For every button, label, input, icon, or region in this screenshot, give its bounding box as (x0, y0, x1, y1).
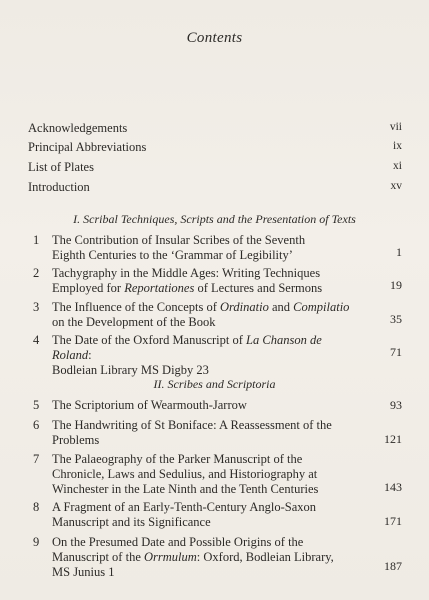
toc-front-item (28, 180, 402, 198)
toc-entry (28, 535, 402, 585)
toc-entry (28, 398, 402, 416)
toc-label: Acknowledgements (28, 121, 128, 135)
chapter-number: 6 (33, 418, 40, 432)
section-heading: I. Scribal Techniques, Scripts and the Presentation of Texts (73, 212, 356, 226)
chapter-title (52, 333, 350, 378)
title-text: and (268, 300, 294, 314)
title-text: The Influence of the Concepts of (52, 300, 220, 314)
chapter-title-line (52, 333, 350, 363)
toc-label: Introduction (28, 180, 90, 194)
chapter-page: 19 (390, 278, 402, 292)
chapter-number: 7 (33, 452, 40, 466)
chapter-page: 171 (384, 514, 402, 528)
toc-front-item (28, 140, 402, 158)
chapter-title-line (52, 281, 350, 296)
chapter-number: 4 (33, 333, 40, 347)
chapter-page: 71 (390, 345, 402, 359)
chapter-page: 35 (390, 312, 402, 326)
title-text: The Date of the Oxford Manuscript of (52, 333, 247, 347)
chapter-number: 2 (33, 266, 40, 280)
chapter-number: 9 (33, 535, 40, 549)
title-italic: Ordinatio (220, 300, 269, 314)
chapter-title-line: Bodleian Library MS Digby 23 (52, 363, 209, 377)
chapter-title (52, 398, 350, 413)
chapter-title (52, 300, 350, 330)
chapter-number: 3 (33, 300, 40, 314)
chapter-title-line (52, 300, 350, 315)
title-italic: Orrmulum (144, 550, 197, 564)
chapter-page: 121 (384, 432, 402, 446)
toc-entry (28, 233, 402, 269)
title-text: : (88, 348, 92, 362)
chapter-title-line: The Contribution of Insular Scribes of the Seventh (52, 233, 306, 247)
title-italic: La Chanson de Roland (52, 333, 322, 362)
toc-entry (28, 452, 402, 500)
chapter-title-line (52, 550, 350, 565)
toc-front-item (28, 160, 402, 178)
chapter-title (52, 266, 350, 296)
toc-entry (28, 500, 402, 536)
chapter-title (52, 452, 350, 497)
toc-entry (28, 266, 402, 302)
chapter-title-line: Eighth Centuries to the ‘Grammar of Legibility’ (52, 248, 293, 262)
chapter-number: 5 (33, 398, 40, 412)
chapter-title-line: Tachygraphy in the Middle Ages: Writing Techniques (52, 266, 321, 280)
chapter-page: 93 (390, 398, 402, 412)
chapter-number: 1 (33, 233, 40, 247)
section-heading: II. Scribes and Scriptoria (153, 377, 276, 391)
toc-page: xi (393, 160, 402, 172)
chapter-title-line: MS Junius 1 (52, 565, 115, 579)
chapter-title-line: A Fragment of an Early-Tenth-Century Anglo-Saxon (52, 500, 317, 514)
toc-page: ix (393, 140, 402, 152)
chapter-number: 8 (33, 500, 40, 514)
chapter-page: 143 (384, 480, 402, 494)
title-text: Manuscript of the (52, 550, 144, 564)
chapter-title (52, 418, 350, 448)
chapter-title-line: Winchester in the Late Ninth and the Tenth Centuries (52, 482, 319, 496)
page-title: Contents (186, 30, 243, 46)
toc-entry (28, 300, 402, 336)
toc-entry (28, 418, 402, 454)
toc-entry (28, 333, 402, 377)
chapter-title-line: On the Presumed Date and Possible Origins of the (52, 535, 304, 549)
chapter-title-line: Manuscript and its Significance (52, 515, 211, 529)
toc-page: xv (390, 180, 402, 192)
chapter-title-line: The Palaeography of the Parker Manuscript of the (52, 452, 303, 466)
title-text: : Oxford, Bodleian Library, (196, 550, 334, 564)
toc-front-item (28, 121, 402, 139)
chapter-title-line: Problems (52, 433, 100, 447)
chapter-title (52, 500, 350, 530)
title-text: of Lectures and Sermons (194, 281, 323, 295)
toc-label: List of Plates (28, 160, 94, 174)
chapter-title-line: The Scriptorium of Wearmouth-Jarrow (52, 398, 247, 412)
chapter-title-line: The Handwriting of St Boniface: A Reassessment of the (52, 418, 332, 432)
chapter-title-line: on the Development of the Book (52, 315, 216, 329)
title-text: Employed for (52, 281, 125, 295)
chapter-title (52, 233, 350, 263)
title-italic: Compilatio (293, 300, 350, 314)
toc-label: Principal Abbreviations (28, 140, 147, 154)
chapter-page: 1 (396, 245, 402, 259)
chapter-page: 187 (384, 559, 402, 573)
title-italic: Reportationes (124, 281, 195, 295)
chapter-title (52, 535, 350, 580)
chapter-title-line: Chronicle, Laws and Sedulius, and Historiography at (52, 467, 318, 481)
toc-page: vii (389, 121, 402, 133)
